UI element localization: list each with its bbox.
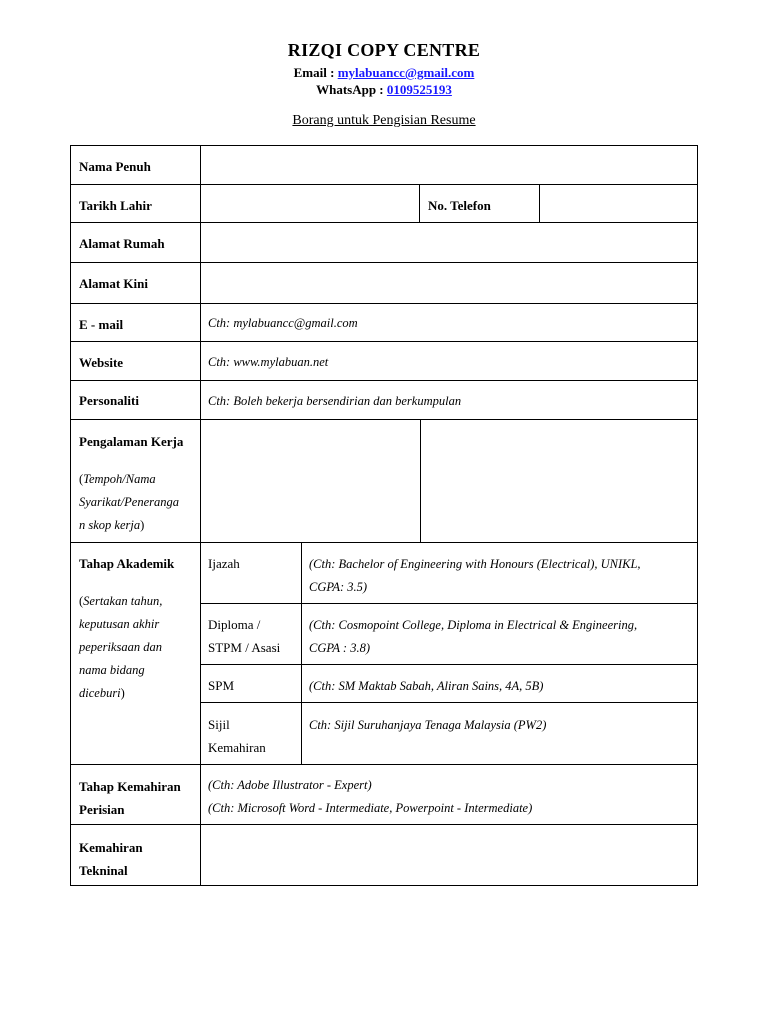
perisian-field[interactable]: (Cth: Adobe Illustrator - Expert) (Cth: Microsoft Word - Intermediate, Powerpoint - Intermediate) bbox=[208, 778, 533, 815]
perisian-label: Tahap Kemahiran Perisian bbox=[79, 779, 181, 817]
personaliti-label: Personaliti bbox=[79, 393, 139, 408]
tarikh-lahir-label: Tarikh Lahir bbox=[79, 198, 152, 213]
email-row-label: E - mail bbox=[79, 317, 124, 332]
sijil-kemahiran-label: Sijil Kemahiran bbox=[208, 717, 266, 755]
alamat-rumah-field[interactable] bbox=[202, 223, 696, 261]
tarikh-lahir-field[interactable] bbox=[202, 185, 418, 221]
no-telefon-label: No. Telefon bbox=[428, 198, 491, 213]
whatsapp-label: WhatsApp : bbox=[316, 82, 384, 97]
ijazah-field[interactable]: (Cth: Bachelor of Engineering with Honours (Electrical), UNIKL, CGPA: 3.5) bbox=[309, 557, 641, 594]
whatsapp-link[interactable]: 0109525193 bbox=[386, 82, 452, 97]
diploma-field[interactable]: (Cth: Cosmopoint College, Diploma in Electrical & Engineering, CGPA : 3.8) bbox=[309, 618, 638, 655]
email-label: Email : bbox=[293, 65, 335, 80]
alamat-kini-label: Alamat Kini bbox=[79, 276, 148, 291]
nama-penuh-label: Nama Penuh bbox=[79, 159, 151, 174]
kemahiran-teknikal-label: Kemahiran Tekninal bbox=[79, 840, 143, 878]
pengalaman-kerja-field-left[interactable] bbox=[202, 420, 419, 541]
tahap-akademik-label: Tahap Akademik bbox=[79, 556, 175, 571]
email-link[interactable]: mylabuancc@gmail.com bbox=[337, 65, 475, 80]
website-label: Website bbox=[79, 355, 124, 370]
website-field[interactable]: Cth: www.mylabuan.net bbox=[208, 355, 329, 369]
no-telefon-field[interactable] bbox=[541, 185, 696, 221]
whatsapp-contact bbox=[0, 82, 768, 98]
spm-label: SPM bbox=[208, 678, 235, 693]
pengalaman-kerja-field-right[interactable] bbox=[422, 420, 696, 541]
personaliti-field[interactable]: Cth: Boleh bekerja bersendirian dan berkumpulan bbox=[208, 394, 462, 408]
resume-form-table bbox=[70, 145, 698, 886]
kemahiran-teknikal-field[interactable] bbox=[202, 826, 696, 884]
nama-penuh-field[interactable] bbox=[202, 147, 696, 183]
pengalaman-kerja-label: Pengalaman Kerja bbox=[79, 434, 184, 449]
email-contact bbox=[0, 65, 768, 81]
alamat-rumah-label: Alamat Rumah bbox=[79, 236, 165, 251]
form-subtitle: Borang untuk Pengisian Resume bbox=[292, 113, 476, 128]
alamat-kini-field[interactable] bbox=[202, 263, 696, 302]
diploma-label: Diploma / STPM / Asasi bbox=[208, 617, 281, 655]
email-row-field[interactable]: Cth: mylabuancc@gmail.com bbox=[208, 316, 358, 330]
page-title: RIZQI COPY CENTRE bbox=[287, 40, 481, 60]
pengalaman-kerja-note: (Tempoh/Nama Syarikat/Peneranga n skop kerja) bbox=[79, 472, 179, 532]
tahap-akademik-note: (Sertakan tahun, keputusan akhir peperiksaan dan nama bidang diceburi) bbox=[79, 594, 163, 700]
spm-field[interactable]: (Cth: SM Maktab Sabah, Aliran Sains, 4A, 5B) bbox=[309, 679, 544, 693]
ijazah-label: Ijazah bbox=[208, 556, 240, 571]
sijil-kemahiran-field[interactable]: Cth: Sijil Suruhanjaya Tenaga Malaysia (PW2) bbox=[309, 718, 547, 732]
